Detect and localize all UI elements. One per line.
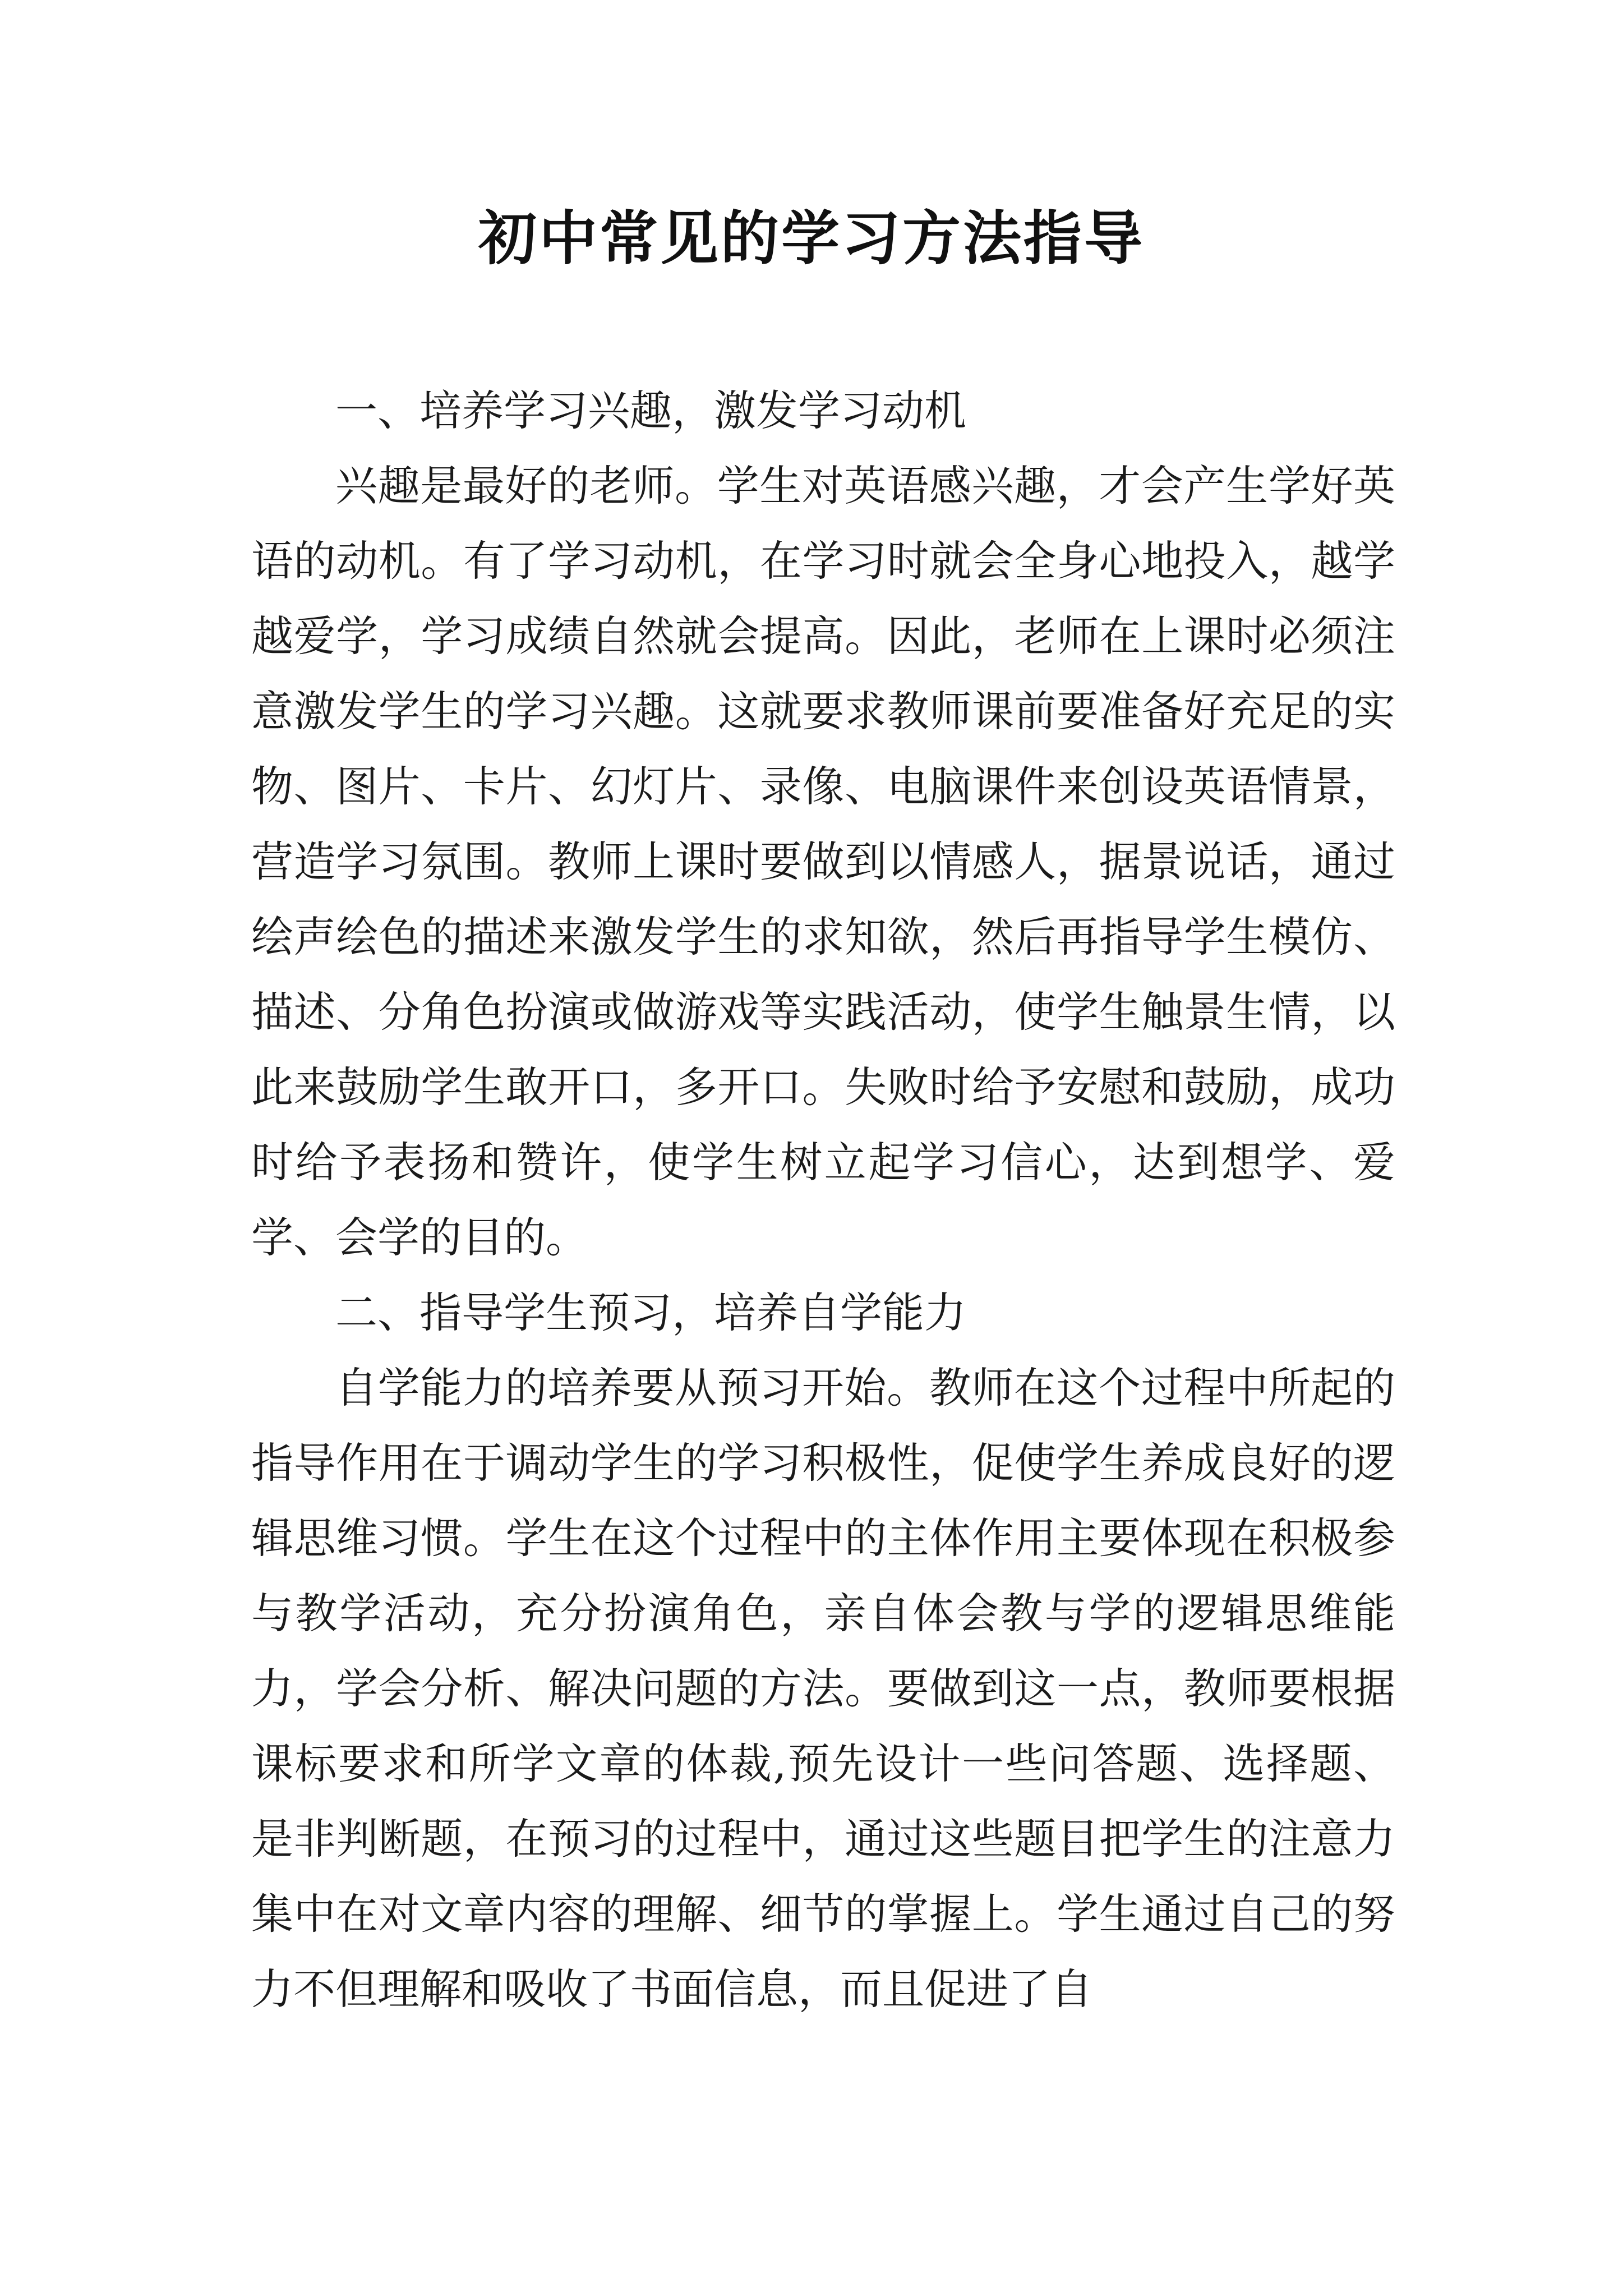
body-paragraph-2: 自学能力的培养要从预习开始。教师在这个过程中所起的指导作用在于调动学生的学习积极性，促使学生养成良好的逻辑思维习惯。学生在这个过程中的主体作用主要体现在积极参与教学活动，充分扮演角色，亲自体会教与学的逻辑思维能力，学会分析、解决问题的方法。要做到这一点，教师要根据课标要求和所学文章的体裁,预先设计一些问答题、选择题、是非判断题，在预习的过程中，通过这些题目把学生的注意力集中在对文章内容的理解、细节的掌握上。学生通过自己的努力不但理解和吸收了书面信息，而且促进了自 — [251, 1363, 1395, 2014]
section-heading-1: 一、培养学习兴趣，激发学习动机 — [335, 386, 967, 435]
page-title: 初中常见的学习方法指导 — [478, 204, 1145, 273]
document-body — [251, 373, 1395, 2027]
section-heading-2: 二、指导学生预习，培养自学能力 — [335, 1288, 967, 1337]
body-paragraph-1: 兴趣是最好的老师。学生对英语感兴趣，才会产生学好英语的动机。有了学习动机，在学习时就会全身心地投入，越学越爱学，学习成绩自然就会提高。因此，老师在上课时必须注意激发学生的学习兴趣。这就要求教师课前要准备好充足的实物、图片、卡片、幻灯片、录像、电脑课件来创设英语情景，营造学习氛围。教师上课时要做到以情感人，据景说话，通过绘声绘色的描述来激发学生的求知欲，然后再指导学生模仿、描述、分角色扮演或做游戏等实践活动，使学生触景生情，以此来鼓励学生敢开口，多开口。失败时给予安慰和鼓励，成功时给予表扬和赞许，使学生树立起学习信心，达到想学、爱学、会学的目的。 — [251, 461, 1395, 1262]
